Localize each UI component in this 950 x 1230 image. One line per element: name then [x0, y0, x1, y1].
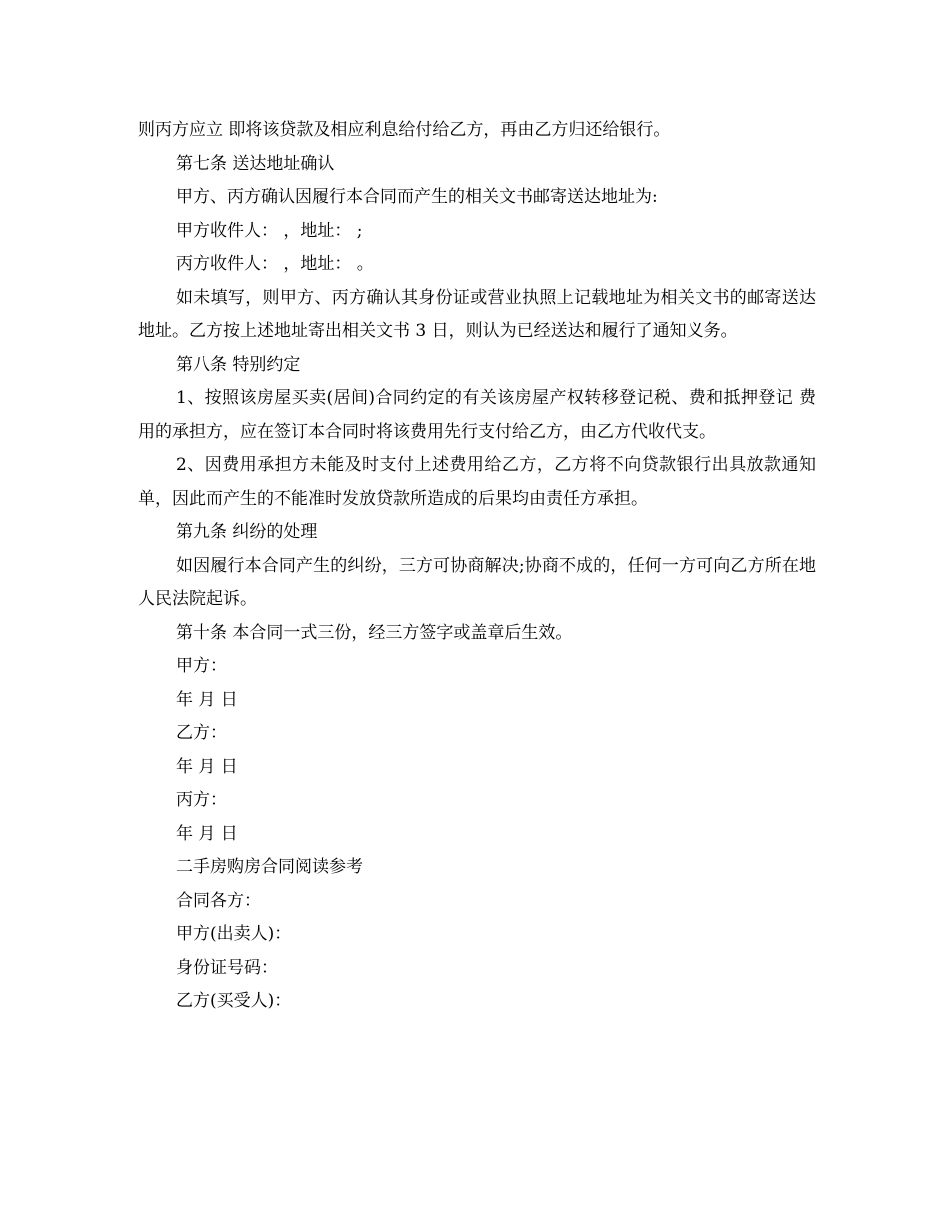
signature-date-a: 年 月 日: [176, 689, 238, 710]
section-title: 二手房购房合同阅读参考: [176, 857, 363, 877]
seller-label: 甲方(出卖人)：: [176, 924, 292, 944]
article-7-text: 甲方、丙方确认因履行本合同而产生的相关文书邮寄送达地址为:: [176, 187, 658, 207]
party-c-recipient-line: 丙方收件人： ，地址： 。: [176, 254, 374, 274]
signature-party-c: 丙方：: [176, 790, 227, 810]
signature-party-a: 甲方：: [176, 656, 227, 676]
signature-date-c: 年 月 日: [176, 823, 238, 844]
article-7-default-address-clause: 如未填写，则甲方、丙方确认其身份证或营业执照上记载地址为相关文书的邮寄送达 地址。乙方按上述地址寄出相关文书 3 日，则认为已经送达和履行了通知义务。: [138, 287, 816, 341]
article-7-heading: 第七条 送达地址确认: [176, 153, 335, 174]
id-number-label: 身份证号码：: [176, 957, 278, 978]
article-9-text: 如因履行本合同产生的纠纷，三方可协商解决;协商不成的，任何一方可向乙方所在地人民法院起诉。: [138, 555, 816, 609]
contract-parties-label: 合同各方：: [176, 890, 261, 911]
paragraph-continuation: 则丙方应立 即将该贷款及相应利息给付给乙方，再由乙方归还给银行。: [138, 120, 671, 140]
signature-date-b: 年 月 日: [176, 756, 238, 777]
article-8-clause-1: 1、按照该房屋买卖(居间)合同约定的有关该房屋产权转移登记税、费和抵押登记 费用的承担方，应在签订本合同时将该费用先行支付给乙方，由乙方代收代支。: [138, 388, 816, 442]
document-body: [138, 114, 816, 1019]
buyer-label: 乙方(买受人)：: [176, 991, 292, 1011]
article-8-clause-2: 2、因费用承担方未能及时支付上述费用给乙方，乙方将不向贷款银行出具放款通知 单，因此而产生的不能准时发放贷款所造成的后果均由责任方承担。: [138, 455, 816, 509]
signature-party-b: 乙方：: [176, 723, 227, 743]
article-10-text: 第十条 本合同一式三份，经三方签字或盖章后生效。: [176, 622, 573, 643]
article-9-heading: 第九条 纠纷的处理: [176, 522, 318, 542]
article-8-heading: 第八条 特别约定: [176, 354, 301, 375]
party-a-recipient-line: 甲方收件人： ，地址： ;: [176, 220, 363, 241]
